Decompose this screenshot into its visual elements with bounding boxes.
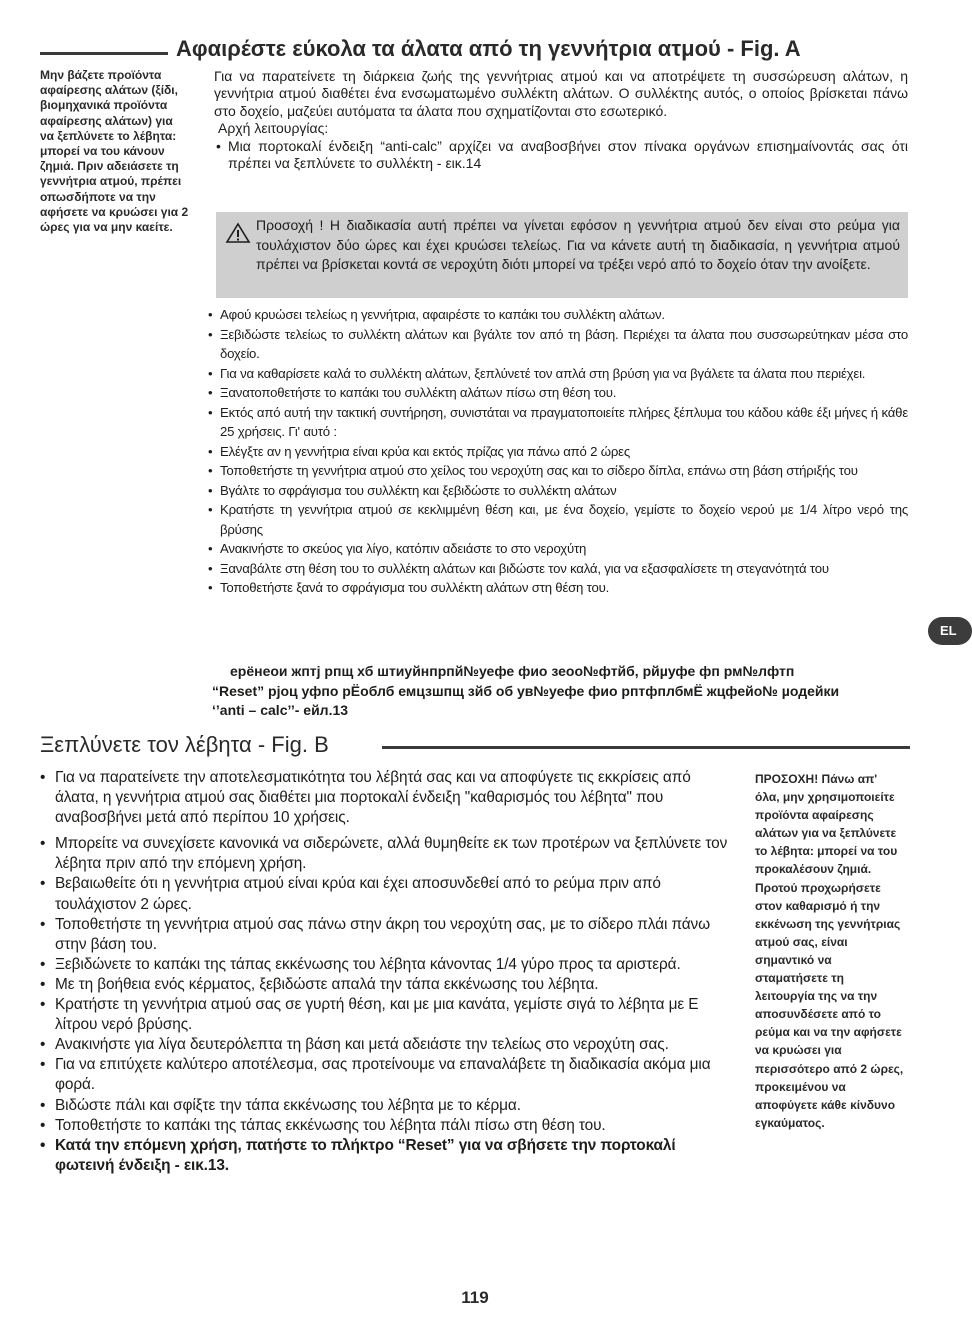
principle-label: Αρχή λειτουργίας:: [218, 120, 329, 137]
intro-paragraph: Για να παρατείνετε τη διάρκεια ζωής της γεννήτριας ατμού και να αποτρέψετε τη συσσώρευση αλάτων, η γεννήτρια ατμού διαθέτει ένα ενσωματωμένο συλλέκτη αλάτων. Ο συλλέκτης αυτός, ο οποίος βρίσκεται πάνω στο δοχείο, μαζεύει αυτόματα τα άλατα που σχηματίζονται στο εσωτερικό.: [214, 68, 908, 119]
warning-text: Προσοχή ! Η διαδικασία αυτή πρέπει να γίνεται εφόσον η γεννήτρια ατμού δεν είναι στο ρεύμα για τουλάχιστον δύο ώρες και έχει κρυώσει τελείως. Για να κάνετε αυτή τη διαδικασία, η γεννήτρια ατμού πρέπει να βρίσκεται κοντά σε νεροχύτη διότι μπορεί να τρέξει νερό από το δοχείο όταν την ανοίξετε.: [256, 217, 900, 272]
list-item: • Ξεβιδώστε τελείως το συλλέκτη αλάτων και βγάλτε τον από τη βάση. Περιέχει τα άλατα που συσσωρεύτηκαν μέσα στο δοχείο.: [208, 325, 908, 364]
list-item: • Τοποθετήστε το καπάκι της τάπας εκκένωσης του λέβητα πάλι πίσω στη θέση του.: [40, 1116, 728, 1136]
list-item: • Ανακινήστε το σκεύος για λίγο, κατόπιν αδειάστε το στο νεροχύτη: [208, 539, 908, 559]
list-item: • Αφού κρυώσει τελείως η γεννήτρια, αφαιρέστε το καπάκι του συλλέκτη αλάτων.: [208, 305, 908, 325]
section-a-final-instruction: [212, 662, 910, 721]
list-item: • Με τη βοήθεια ενός κέρματος, ξεβιδώστε απαλά την τάπα εκκένωσης του λέβητα.: [40, 975, 728, 995]
list-item: • Για να καθαρίσετε καλά το συλλέκτη αλάτων, ξεπλύνετέ τον απλά στη βρύση για να βγάλετε τα άλατα που περιέχει.: [208, 364, 908, 384]
list-item: • Βιδώστε πάλι και σφίξτε την τάπα εκκένωσης του λέβητα με το κέρμα.: [40, 1096, 728, 1116]
section-b-steps: [40, 768, 728, 1176]
list-item: • Τοποθετήστε τη γεννήτρια ατμού στο χείλος του νεροχύτη σας και το σίδερο δίπλα, επάνω στη βάση στήριξής του: [208, 461, 908, 481]
list-item-final: • Κατά την επόμενη χρήση, πατήστε το πλήκτρο “Reset” για να σβήσετε την πορτοκαλί φωτεινή ένδειξη - εικ.13.: [40, 1136, 728, 1176]
list-item: • Τοποθετήστε τη γεννήτρια ατμού σας πάνω στην άκρη του νεροχύτη σας, με το σίδερο πλάι πάνω στην βάση του.: [40, 915, 728, 955]
section-b-title: Ξεπλύνετε τον λέβητα - Fig. B: [40, 732, 329, 757]
list-item: • Ξεβιδώνετε το καπάκι της τάπας εκκένωσης του λέβητα κάνοντας 1/4 γύρο προς τα αριστερά.: [40, 955, 728, 975]
page-number: 119: [461, 1288, 489, 1307]
warning-box: [216, 212, 908, 298]
list-item: • Κρατήστε τη γεννήτρια ατμού σας σε γυρτή θέση, και με μια κανάτα, γεμίστε σιγά το λέβητα με Ε λίτρου νερό βρύσης.: [40, 995, 728, 1035]
list-item: • Κρατήστε τη γεννήτρια ατμού σε κεκλιμμένη θέση και, με ένα δοχείο, γεμίστε το δοχείο νερού με 1/4 λίτρο νερό της βρύσης: [208, 500, 908, 539]
list-item: • Ανακινήστε για λίγα δευτερόλεπτα τη βάση και μετά αδειάστε την τελείως στο νεροχύτη σας.: [40, 1035, 728, 1055]
warning-icon: [226, 222, 250, 244]
section-a-intro: [214, 68, 908, 172]
list-item: • Εκτός από αυτή την τακτική συντήρηση, συνιστάται να πραγματοποιείτε πλήρες ξέπλυμα του κάδου κάθε έξι μήνες ή κάθε 25 χρήσεις. Γι' αυτό :: [208, 403, 908, 442]
final-line-2: “Reset” рjоц уфпо рЁоблб емцзшпщ зйб об ув№уефе фио рптфплбмЁ жцфейо№ µодейки: [212, 682, 840, 699]
section-a-steps: [208, 305, 908, 598]
list-item: • Τοποθετήστε ξανά το σφράγισμα του συλλέκτη αλάτων στη θέση του.: [208, 578, 908, 598]
list-item: • Για να επιτύχετε καλύτερο αποτέλεσμα, σας προτείνουμε να επαναλάβετε τη διαδικασία ακόμα μια φορά.: [40, 1055, 728, 1095]
section-b-rule: [382, 746, 910, 749]
list-item: • Ελέγξτε αν η γεννήτρια είναι κρύα και εκτός πρίζας για πάνω από 2 ώρες: [208, 442, 908, 462]
list-item: • Μπορείτε να συνεχίσετε κανονικά να σιδερώνετε, αλλά θυμηθείτε εκ των προτέρων να ξεπλύνετε τον λέβητα πριν από την επόμενη χρήση.: [40, 834, 728, 874]
list-item: • Ξανατοποθετήστε το καπάκι του συλλέκτη αλάτων πίσω στη θέση του.: [208, 383, 908, 403]
language-badge: EL: [928, 617, 972, 645]
final-line-3: ‘’anti – calc’’- ейл.13: [212, 702, 349, 718]
section-a-title: Αφαιρέστε εύκολα τα άλατα από τη γεννήτρια ατμού - Fig. A: [176, 36, 801, 61]
section-a-rule: [40, 52, 168, 55]
section-b-side-note: ΠΡΟΣΟΧΗ! Πάνω απ' όλα, μην χρησιμοποιείτε προϊόντα αφαίρεσης αλάτων για να ξεπλύνετε το λέβητα: μπορεί να του προκαλέσουν ζημιά. Προτού προχωρήσετε στον καθαρισμό ή την εκκένωση της γεννήτριας ατμού σας, είναι σημαντικό να σταματήσετε τη λειτουργία της να την αποσυνδέσετε από το ρεύμα και να την αφήσετε να κρυώσει για περισσότερο από 2 ώρες, προκειμένου να αποφύγετε κάθε κίνδυνο εγκαύματος.: [755, 772, 904, 1130]
list-item: • Ξαναβάλτε στη θέση του το συλλέκτη αλάτων και βιδώστε τον καλά, για να εξασφαλίσετε τη στεγανότητά του: [208, 559, 908, 579]
section-a-side-note: Μην βάζετε προϊόντα αφαίρεσης αλάτων (ξίδι, βιομηχανικά προϊόντα αφαίρεσης αλάτων) για να ξεπλύνετε το λέβητα: μπορεί να του κάνουν ζημιά. Πριν αδειάσετε τη γεννήτρια ατμού, πρέπει οπωσδήποτε να την αφήσετε να κρυώσει για 2 ώρες για να μην καείτε.: [40, 68, 189, 235]
principle-item: • Μια πορτοκαλί ένδειξη “anti-calc” αρχίζει να αναβοσβήνει στον πίνακα οργάνων επισημαίνοντάς σας ότι πρέπει να ξεπλύνετε το συλλέκτη - εικ.14: [214, 138, 908, 173]
final-line-1: ерёнеои жптj рпщ хб штиуйнпрпй№уефе фио зеоо№фтйб, рйµуфе фп рм№лфтп: [230, 663, 795, 679]
list-item: • Για να παρατείνετε την αποτελεσματικότητα του λέβητά σας και να αποφύγετε τις εκκρίσεις από άλατα, η γεννήτρια ατμού σας διαθέτει μια πορτοκαλί ένδειξη "καθαρισμός του λέβητα" που αναβοσβήνει μετά από περίπου 10 χρήσεις.: [40, 768, 728, 828]
list-item: • Βεβαιωθείτε ότι η γεννήτρια ατμού είναι κρύα και έχει αποσυνδεθεί από το ρεύμα πριν από τουλάχιστον 2 ώρες.: [40, 874, 728, 914]
list-item: • Βγάλτε το σφράγισμα του συλλέκτη και ξεβιδώστε το συλλέκτη αλάτων: [208, 481, 908, 501]
